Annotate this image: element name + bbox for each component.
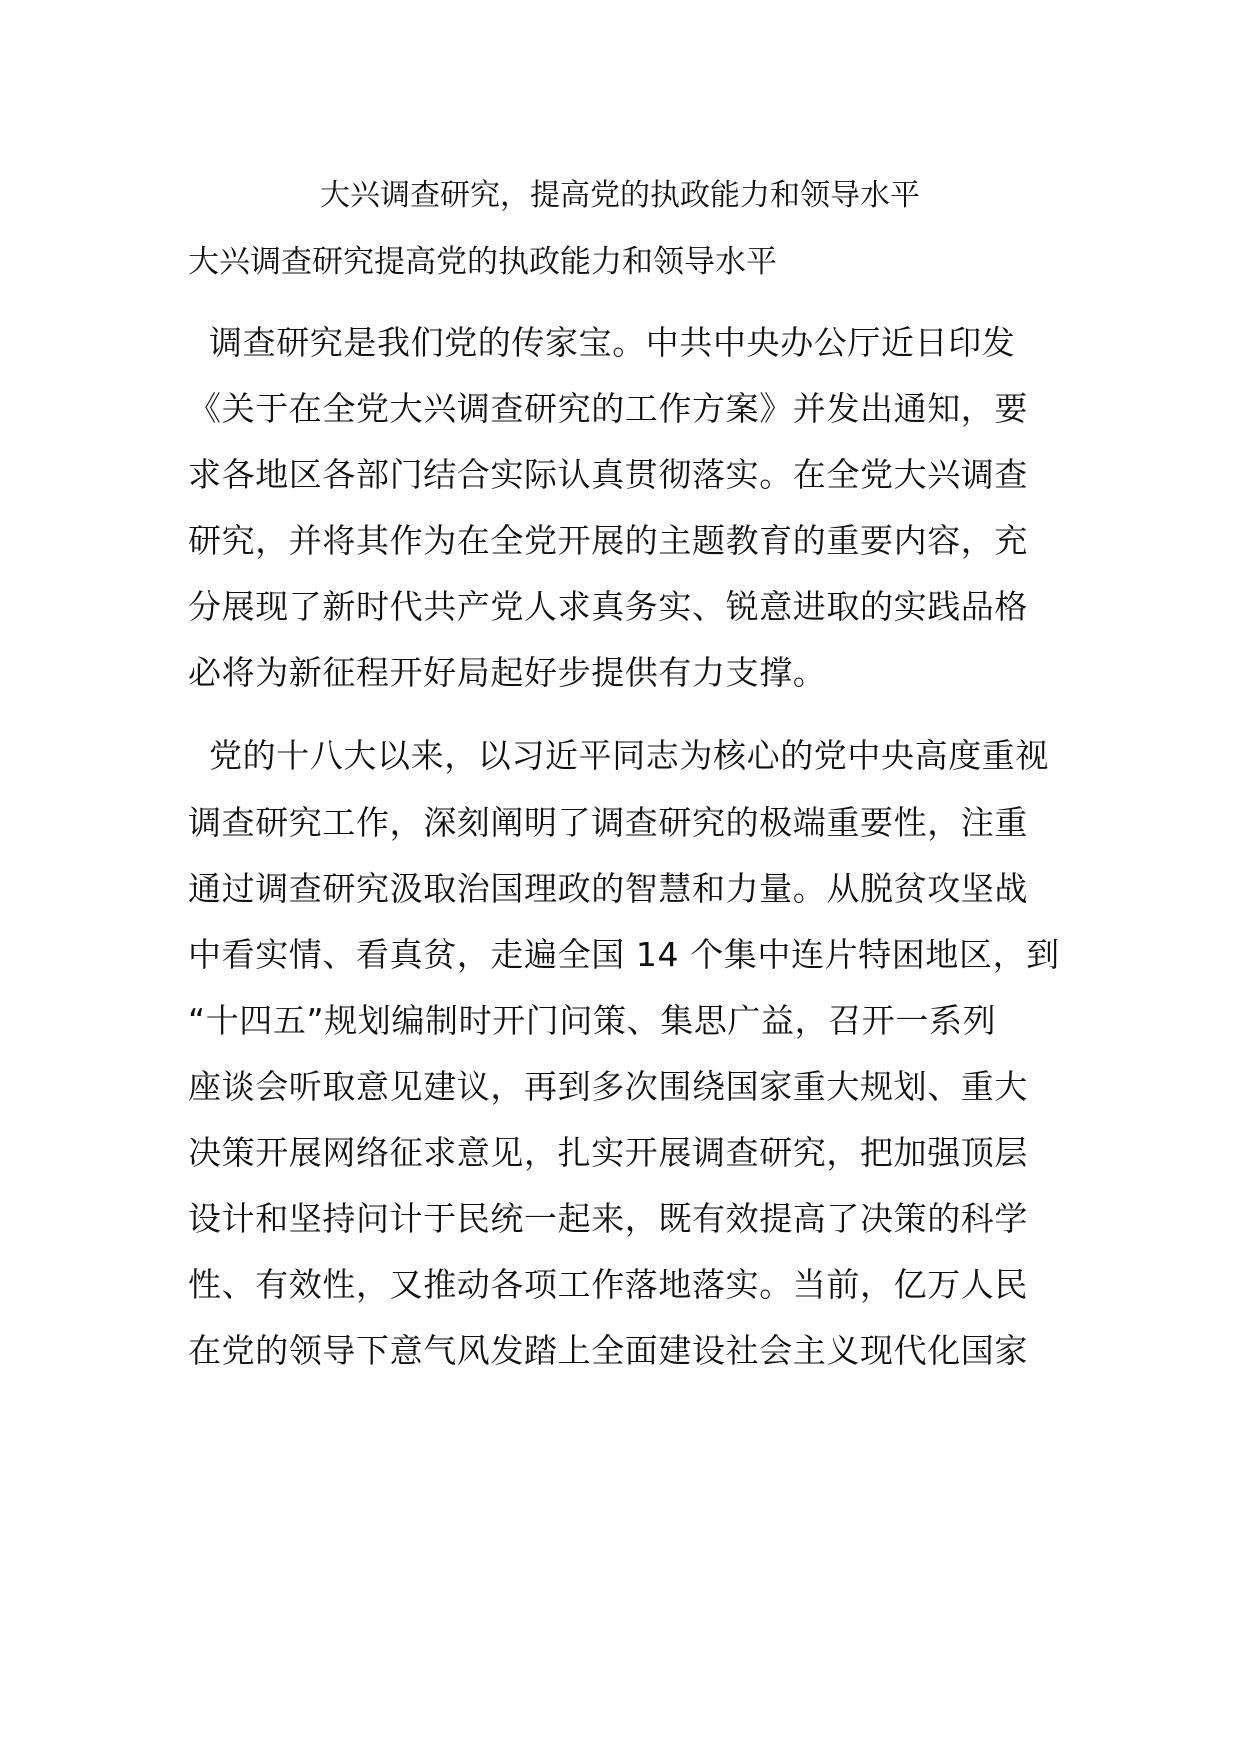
paragraph-2-line-7: 决策开展网络征求意见，扎实开展调查研究，把加强顶层 xyxy=(188,1133,1028,1172)
paragraph-2-line-1: 党的十八大以来，以习近平同志为核心的党中央高度重视 xyxy=(209,736,1049,775)
paragraph-1-line-1: 调查研究是我们党的传家宝。中共中央办公厅近日印发 xyxy=(209,323,1016,362)
paragraph-2-line-3: 通过调查研究汲取治国理政的智慧和力量。从脱贫攻坚战 xyxy=(188,869,1028,908)
paragraph-2-line-6: 座谈会听取意见建议，再到多次围绕国家重大规划、重大 xyxy=(188,1067,1028,1106)
document-subtitle: 大兴调查研究提高党的执政能力和领导水平 xyxy=(188,244,777,280)
paragraph-1-line-2: 《关于在全党大兴调查研究的工作方案》并发出通知，要 xyxy=(188,389,1028,428)
paragraph-1-line-6: 必将为新征程开好局起好步提供有力支撑。 xyxy=(188,653,827,692)
paragraph-2-line-9: 性、有效性，又推动各项工作落地落实。当前，亿万人民 xyxy=(188,1265,1028,1304)
paragraph-2-line-4: 中看实情、看真贫，走遍全国 14 个集中连片特困地区，到 xyxy=(188,935,1060,974)
paragraph-1-line-4: 研究，并将其作为在全党开展的主题教育的重要内容，充 xyxy=(188,521,1028,560)
paragraph-1-line-3: 求各地区各部门结合实际认真贯彻落实。在全党大兴调查 xyxy=(188,455,1028,494)
document-title: 大兴调查研究，提高党的执政能力和领导水平 xyxy=(320,178,920,213)
paragraph-2-line-8: 设计和坚持问计于民统一起来，既有效提高了决策的科学 xyxy=(188,1199,1028,1238)
paragraph-2-line-5: “十四五”规划编制时开门问策、集思广益，召开一系列 xyxy=(188,1001,997,1040)
paragraph-2-line-10: 在党的领导下意气风发踏上全面建设社会主义现代化国家 xyxy=(188,1331,1028,1370)
paragraph-2-line-2: 调查研究工作，深刻阐明了调查研究的极端重要性，注重 xyxy=(188,803,1028,842)
paragraph-1-line-5: 分展现了新时代共产党人求真务实、锐意进取的实践品格 xyxy=(188,587,1028,626)
